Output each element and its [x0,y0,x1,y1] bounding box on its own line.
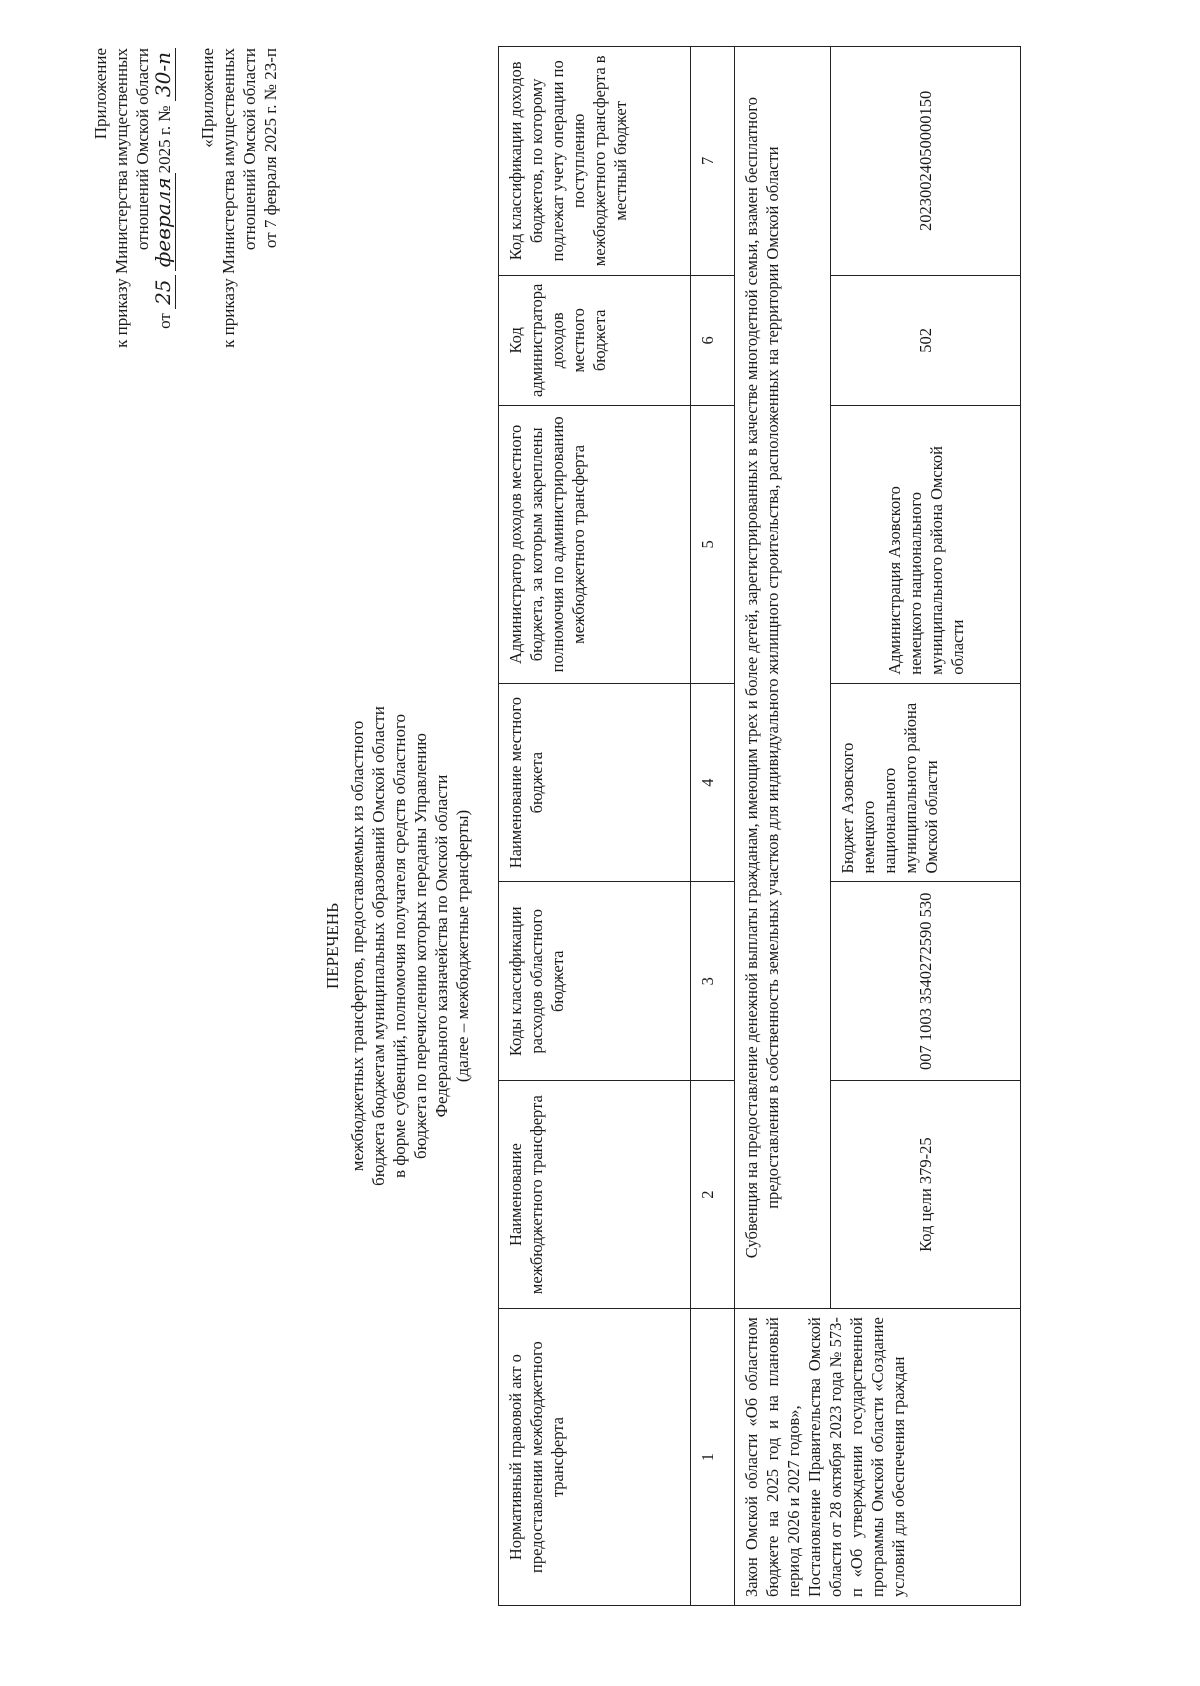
admin-code-cell: 502 [831,275,1021,405]
title-line: бюджета по перечислению которых переданы Управлению [411,733,430,1160]
appendix-line: отношений Омской области [133,48,152,251]
section-row [735,47,831,1606]
handwritten-day: 25 [151,275,176,308]
legal-act-resolution: Постановление Правительства Омской области от 28 октября 2023 года № 573-п «Об утверждении государственной программы Омской области «Создание условий для обеспечения граждан [805,1317,908,1597]
header-cell: Наименование местного бюджета [499,683,691,882]
title-line: Федерального казначейства по Омской области [432,774,451,1118]
legal-act-law: Закон Омской области «Об областном бюджете на 2025 год и на плановый период 2026 и 2027 годов», [742,1317,803,1597]
column-number: 3 [691,882,735,1081]
appendix-title: Приложение [91,48,110,140]
header-cell: Нормативный правовой акт о предоставлении межбюджетного трансферта [499,1309,691,1606]
title-line: межбюджетных трансфертов, предоставляемых из областного [348,720,367,1172]
order-date: от 25 февраля2025 г. № 30-п [153,48,175,608]
title-heading: ПЕРЕЧЕНЬ [323,903,342,989]
handwritten-number: 30-п [151,48,176,101]
header-cell: Код администратора доходов местного бюджета [499,275,691,405]
title-line: бюджета бюджетам муниципальных образований Омской области [369,706,388,1186]
column-number: 7 [691,47,735,276]
title-line: (далее – межбюджетные трансферты) [453,809,472,1083]
previous-appendix-line: к приказу Министерства имущественных [219,48,238,348]
column-number: 5 [691,406,735,684]
header-cell: Код классификации доходов бюджетов, по которому подлежат учету операции по поступлению межбюджетного трансферта в местный бюджет [499,47,691,276]
column-number: 1 [691,1309,735,1606]
administrator-cell: Администрация Азовского немецкого национального муниципального района Омской области [831,406,1021,684]
column-number-row [691,47,735,1606]
expense-code-cell: 007 1003 3540272590 530 [831,882,1021,1081]
title-line: в форме субвенций, полномочия получателя средств областного [390,713,409,1179]
previous-appendix-title: «Приложение [198,48,217,148]
local-budget-cell: Бюджет Азовского немецкого национального муниципального района Омской области [831,683,1021,882]
document-title [322,626,473,1266]
section-title: Субвенция на предоставление денежной выплаты гражданам, имеющим трех и более детей, зарегистрированных в качестве многодетной семьи, взамен бесплатного предоставления в собственность земельных участков для индивидуального жилищного строительства, расположенных на территории Омской области [735,47,831,1309]
legal-act-cell [735,1309,1021,1606]
table-header-row [499,47,691,1606]
income-code-cell: 20230024050000150 [831,47,1021,276]
column-number: 2 [691,1081,735,1309]
transfer-name-cell: Код цели 379-25 [831,1081,1021,1309]
appendix-header [90,48,281,608]
header-cell: Администратор доходов местного бюджета, за которым закреплены полномочия по администрированию межбюджетного трансферта [499,406,691,684]
previous-appendix-line: отношений Омской области [240,48,259,251]
transfers-table [498,46,1021,1606]
handwritten-month: февраля [151,173,176,271]
column-number: 6 [691,275,735,405]
previous-appendix-line: от 7 февраля 2025 г. № 23-п [261,48,280,249]
appendix-line: к приказу Министерства имущественных [112,48,131,348]
header-cell: Наименование межбюджетного трансферта [499,1081,691,1309]
column-number: 4 [691,683,735,882]
header-cell: Коды классификации расходов областного бюджета [499,882,691,1081]
